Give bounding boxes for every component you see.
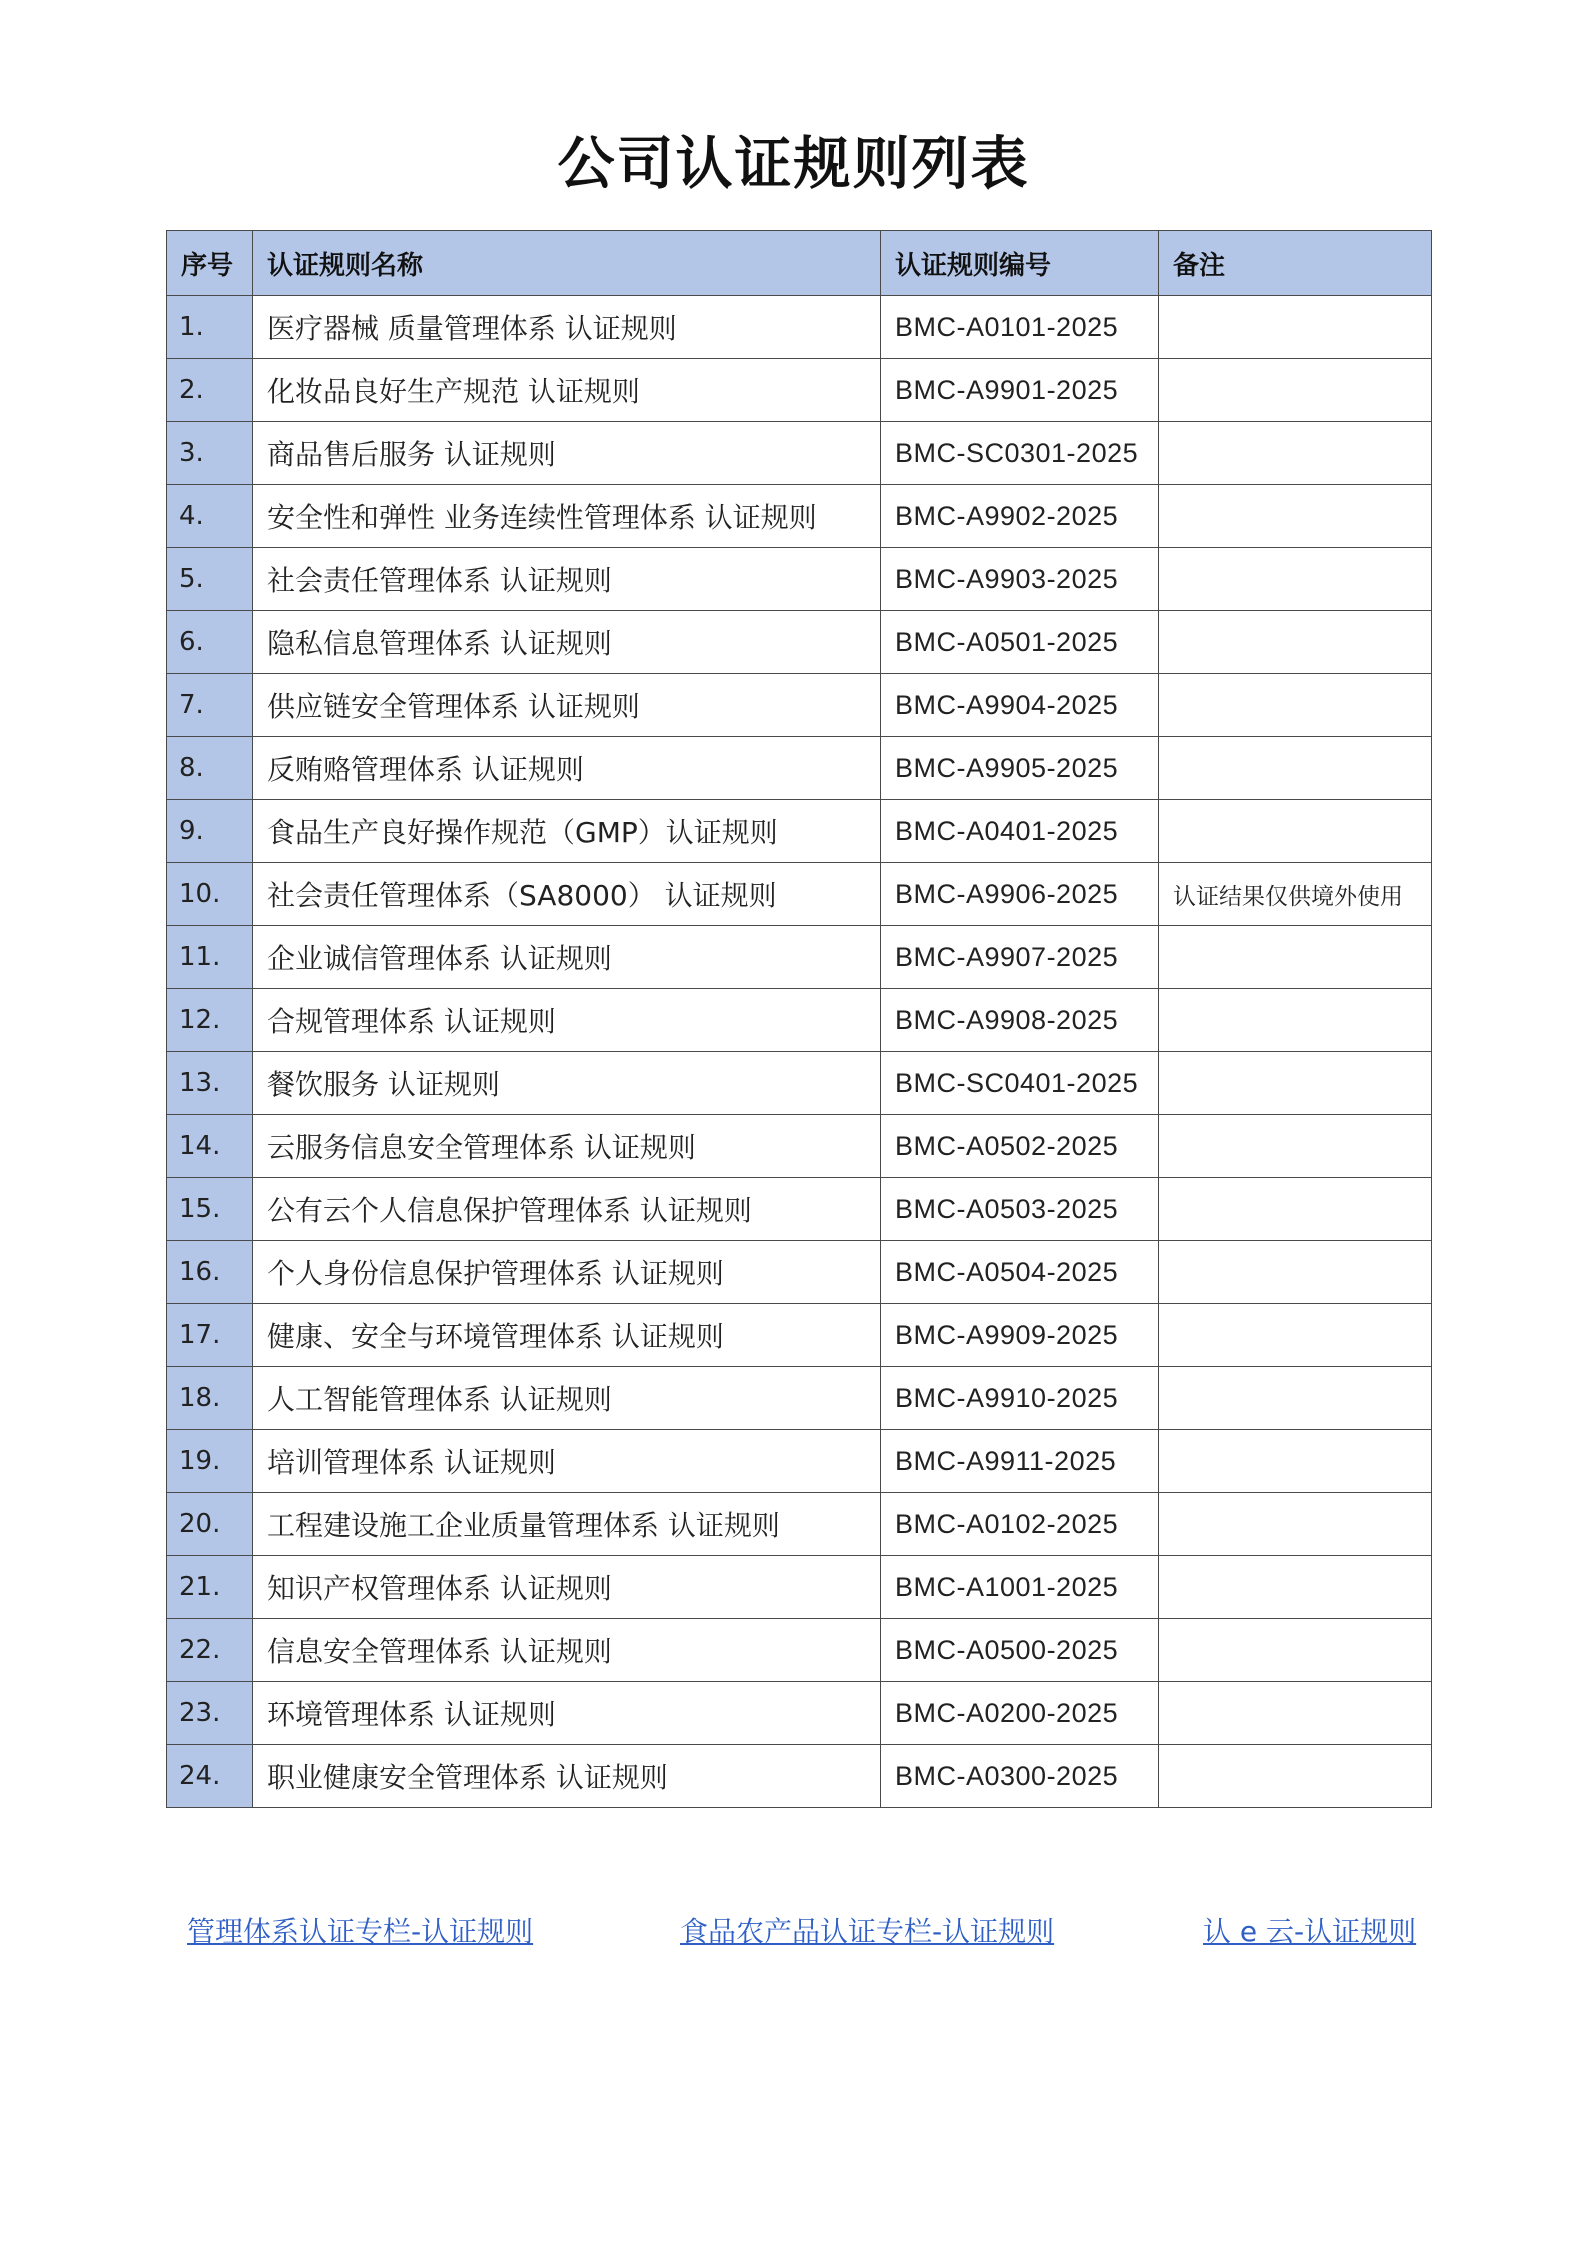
row-index: 4. [167,485,253,548]
row-note [1159,611,1432,674]
row-note: 认证结果仅供境外使用 [1159,863,1432,926]
row-rule-code: BMC-A0503-2025 [881,1178,1159,1241]
row-rule-name: 云服务信息安全管理体系 认证规则 [253,1115,881,1178]
header-rule-name: 认证规则名称 [253,231,881,296]
row-index: 6. [167,611,253,674]
row-rule-code: BMC-A0300-2025 [881,1745,1159,1808]
row-rule-code: BMC-A9906-2025 [881,863,1159,926]
row-note [1159,1241,1432,1304]
row-index: 10. [167,863,253,926]
row-rule-name: 个人身份信息保护管理体系 认证规则 [253,1241,881,1304]
row-rule-code: BMC-SC0401-2025 [881,1052,1159,1115]
row-index: 11. [167,926,253,989]
table-row [167,1682,1432,1745]
row-note [1159,674,1432,737]
row-note [1159,1430,1432,1493]
row-rule-name: 合规管理体系 认证规则 [253,989,881,1052]
row-rule-name: 环境管理体系 认证规则 [253,1682,881,1745]
row-rule-code: BMC-A0502-2025 [881,1115,1159,1178]
link-renyun-rules[interactable]: 认 e 云-认证规则 [1203,1915,1417,1948]
table-row [167,296,1432,359]
header-index: 序号 [167,231,253,296]
row-note [1159,1682,1432,1745]
row-rule-code: BMC-A0501-2025 [881,611,1159,674]
link-food-agri-rules[interactable]: 食品农产品认证专栏-认证规则 [680,1915,1055,1948]
row-rule-name: 知识产权管理体系 认证规则 [253,1556,881,1619]
row-rule-code: BMC-A0101-2025 [881,296,1159,359]
row-note [1159,422,1432,485]
row-index: 20. [167,1493,253,1556]
row-note [1159,1745,1432,1808]
table-row [167,548,1432,611]
row-rule-name: 健康、安全与环境管理体系 认证规则 [253,1304,881,1367]
row-index: 19. [167,1430,253,1493]
row-note [1159,800,1432,863]
table-row [167,1493,1432,1556]
row-rule-code: BMC-A9904-2025 [881,674,1159,737]
row-index: 3. [167,422,253,485]
row-rule-name: 职业健康安全管理体系 认证规则 [253,1745,881,1808]
row-rule-name: 工程建设施工企业质量管理体系 认证规则 [253,1493,881,1556]
row-index: 16. [167,1241,253,1304]
row-note [1159,1178,1432,1241]
row-index: 22. [167,1619,253,1682]
row-rule-code: BMC-A9902-2025 [881,485,1159,548]
row-note [1159,926,1432,989]
row-rule-name: 社会责任管理体系 认证规则 [253,548,881,611]
table-row [167,1430,1432,1493]
table-row [167,611,1432,674]
row-note [1159,1493,1432,1556]
row-rule-code: BMC-A9910-2025 [881,1367,1159,1430]
row-note [1159,1556,1432,1619]
row-note [1159,485,1432,548]
table-row [167,800,1432,863]
table-row [167,1241,1432,1304]
row-note [1159,1052,1432,1115]
header-note: 备注 [1159,231,1432,296]
row-rule-code: BMC-SC0301-2025 [881,422,1159,485]
row-rule-code: BMC-A9908-2025 [881,989,1159,1052]
page-title: 公司认证规则列表 [557,131,1030,197]
row-rule-name: 餐饮服务 认证规则 [253,1052,881,1115]
row-note [1159,1304,1432,1367]
rules-table [166,230,1432,1808]
row-index: 7. [167,674,253,737]
row-index: 24. [167,1745,253,1808]
row-rule-name: 培训管理体系 认证规则 [253,1430,881,1493]
row-rule-code: BMC-A9905-2025 [881,737,1159,800]
table-row [167,1745,1432,1808]
table-row [167,926,1432,989]
row-rule-name: 反贿赂管理体系 认证规则 [253,737,881,800]
row-index: 18. [167,1367,253,1430]
row-index: 12. [167,989,253,1052]
row-rule-code: BMC-A9907-2025 [881,926,1159,989]
row-rule-code: BMC-A9911-2025 [881,1430,1159,1493]
table-row [167,1178,1432,1241]
table-row [167,674,1432,737]
row-note [1159,1367,1432,1430]
table-row [167,863,1432,926]
row-rule-name: 商品售后服务 认证规则 [253,422,881,485]
table-row [167,359,1432,422]
table-row [167,422,1432,485]
row-index: 8. [167,737,253,800]
row-note [1159,737,1432,800]
row-rule-name: 社会责任管理体系（SA8000） 认证规则 [253,863,881,926]
row-note [1159,296,1432,359]
row-rule-code: BMC-A0401-2025 [881,800,1159,863]
row-rule-code: BMC-A9903-2025 [881,548,1159,611]
row-rule-name: 人工智能管理体系 认证规则 [253,1367,881,1430]
row-index: 23. [167,1682,253,1745]
row-index: 2. [167,359,253,422]
row-rule-name: 安全性和弹性 业务连续性管理体系 认证规则 [253,485,881,548]
row-rule-name: 隐私信息管理体系 认证规则 [253,611,881,674]
row-rule-code: BMC-A0500-2025 [881,1619,1159,1682]
row-rule-name: 供应链安全管理体系 认证规则 [253,674,881,737]
row-rule-name: 化妆品良好生产规范 认证规则 [253,359,881,422]
row-note [1159,989,1432,1052]
row-index: 15. [167,1178,253,1241]
row-note [1159,1115,1432,1178]
row-rule-code: BMC-A1001-2025 [881,1556,1159,1619]
row-note [1159,1619,1432,1682]
row-rule-name: 企业诚信管理体系 认证规则 [253,926,881,989]
row-index: 9. [167,800,253,863]
table-row [167,485,1432,548]
row-index: 14. [167,1115,253,1178]
table-row [167,1367,1432,1430]
row-index: 13. [167,1052,253,1115]
footer-links [0,1910,1587,1950]
row-note [1159,359,1432,422]
row-rule-code: BMC-A0504-2025 [881,1241,1159,1304]
link-management-system-rules[interactable]: 管理体系认证专栏-认证规则 [187,1915,534,1948]
table-row [167,1304,1432,1367]
row-rule-code: BMC-A0102-2025 [881,1493,1159,1556]
row-index: 21. [167,1556,253,1619]
row-index: 17. [167,1304,253,1367]
row-index: 1. [167,296,253,359]
row-rule-name: 公有云个人信息保护管理体系 认证规则 [253,1178,881,1241]
table-row [167,1052,1432,1115]
table-row [167,1556,1432,1619]
header-rule-code: 认证规则编号 [881,231,1159,296]
table-row [167,737,1432,800]
row-note [1159,548,1432,611]
row-index: 5. [167,548,253,611]
row-rule-code: BMC-A9909-2025 [881,1304,1159,1367]
table-row [167,1115,1432,1178]
row-rule-name: 信息安全管理体系 认证规则 [253,1619,881,1682]
row-rule-name: 医疗器械 质量管理体系 认证规则 [253,296,881,359]
table-row [167,989,1432,1052]
table-row [167,1619,1432,1682]
row-rule-code: BMC-A0200-2025 [881,1682,1159,1745]
row-rule-code: BMC-A9901-2025 [881,359,1159,422]
table-header-row [167,231,1432,296]
row-rule-name: 食品生产良好操作规范（GMP）认证规则 [253,800,881,863]
